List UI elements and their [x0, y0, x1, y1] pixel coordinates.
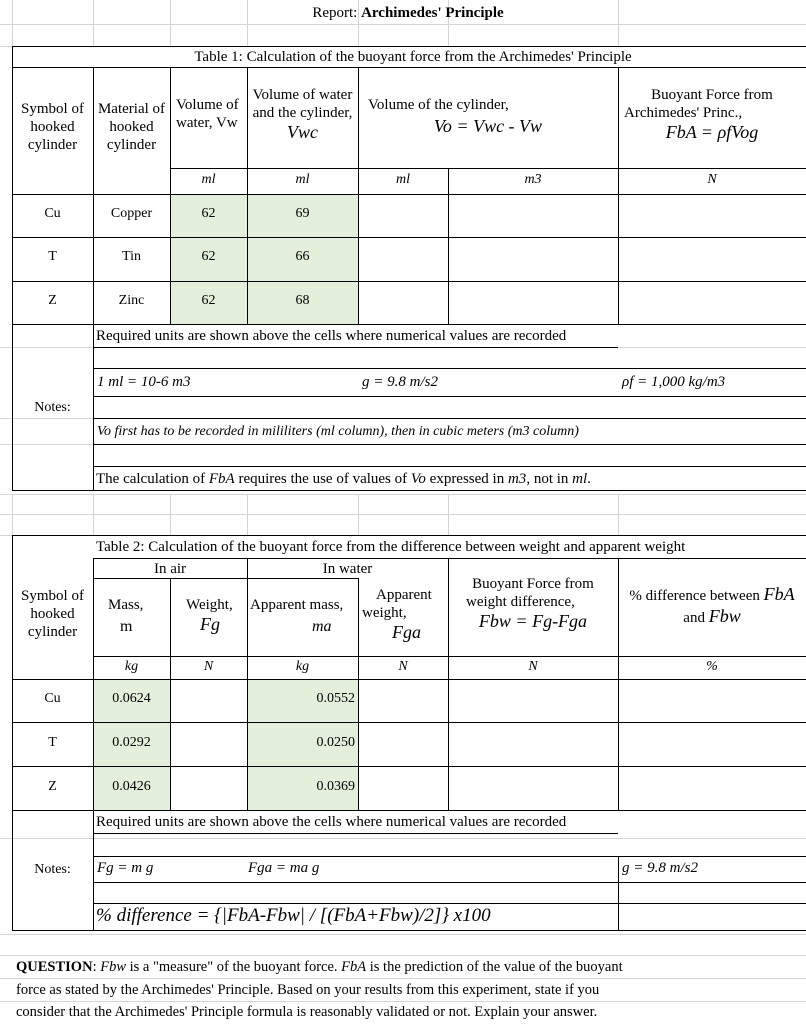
t1-row-z-vw: 62: [201, 293, 216, 308]
t2-header-fbw: Buoyant Force from weight difference, Fbw = Fg-Fga: [466, 576, 594, 631]
t2-group-water: In water: [322, 561, 373, 577]
table2-caption: Table 2: Calculation of the buoyant force from the difference between weight and apparent weight: [96, 539, 686, 555]
t2-row-z-symbol: Z: [48, 779, 57, 794]
t2-row-z-amass: 0.0369: [316, 779, 355, 794]
t2-row-z-mass: 0.0426: [112, 779, 151, 794]
question-line-1: QUESTION: Fbw is a "measure" of the buoyant force. FbA is the prediction of the value of the buoyant: [16, 959, 623, 975]
t2-unit-fbw: N: [528, 659, 538, 674]
t2-row-t-amass: 0.0250: [316, 735, 355, 750]
t1-row-t-vw: 62: [201, 249, 216, 264]
t2-unit-weight: N: [203, 659, 214, 674]
report-title: [247, 4, 569, 22]
t1-note-required: Required units are shown above the cells where numerical values are recorded: [96, 328, 567, 344]
t2-group-air: In air: [153, 561, 187, 577]
question-line-3: consider that the Archimedes' Principle formula is reasonably validated or not. Explain your answer.: [16, 1004, 598, 1020]
t2-header-aweight: Apparent weight, Fga: [362, 587, 432, 642]
report-prefix: Report:: [312, 5, 362, 21]
t2-unit-pct: %: [706, 659, 718, 674]
table1-caption: Table 1: Calculation of the buoyant force from the Archimedes' Principle: [194, 49, 632, 65]
t1-header-material: Material of hooked cylinder: [97, 101, 166, 153]
t1-row-z-material: Zinc: [118, 293, 145, 308]
t2-note-fg: Fg = m g: [97, 860, 154, 876]
t1-header-vo: Volume of the cylinder, Vo = Vwc - Vw: [368, 97, 543, 136]
t1-row-z-symbol: Z: [48, 293, 57, 308]
t1-header-vw: Volume of water, Vw: [176, 97, 239, 131]
t2-notes-label: Notes:: [34, 862, 71, 877]
t1-note-g: g = 9.8 m/s2: [362, 374, 438, 390]
t1-row-t-material: Tin: [122, 249, 141, 264]
t2-row-t-symbol: T: [48, 735, 57, 750]
t1-header-vwc: Volume of water and the cylinder, Vwc: [252, 87, 353, 142]
t1-row-t-symbol: T: [48, 249, 57, 264]
t1-note-calc: The calculation of FbA requires the use of values of Vo expressed in m3, not in ml.: [96, 471, 591, 487]
t1-unit-vo-m3: m3: [524, 172, 542, 187]
t1-notes-label: Notes:: [34, 400, 71, 415]
t2-header-amass: Apparent mass, ma: [250, 597, 344, 635]
t1-header-symbol: Symbol of hooked cylinder: [21, 101, 84, 153]
t1-row-cu-material: Copper: [110, 206, 153, 221]
t2-header-symbol: Symbol of hooked cylinder: [21, 588, 84, 640]
t2-header-weight: Weight, Fg: [186, 597, 233, 634]
t1-unit-vwc: ml: [295, 172, 310, 187]
t2-row-cu-mass: 0.0624: [112, 691, 151, 706]
t2-row-cu-symbol: Cu: [44, 691, 61, 706]
t2-row-t-mass: 0.0292: [112, 735, 151, 750]
t1-note-ml: 1 ml = 10-6 m3: [97, 374, 191, 390]
t1-row-t-vwc: 66: [295, 249, 310, 264]
t1-note-vo-first: Vo first has to be recorded in mililiters (ml column), then in cubic meters (m3 column): [97, 424, 579, 439]
t2-unit-amass: kg: [295, 659, 310, 674]
report-title-bold: Archimedes' Principle: [361, 5, 504, 21]
t2-note-g: g = 9.8 m/s2: [622, 860, 698, 876]
t2-note-pct: % difference = {|FbA-Fbw| / [(FbA+Fbw)/2]} x100: [96, 905, 491, 926]
t1-row-cu-vwc: 69: [295, 206, 310, 221]
t1-unit-vw: ml: [201, 172, 216, 187]
t2-note-required: Required units are shown above the cells where numerical values are recorded: [96, 814, 567, 830]
t2-header-pct: % difference between FbA and Fbw: [629, 584, 795, 626]
t1-row-cu-vw: 62: [201, 206, 216, 221]
t2-unit-aweight: N: [398, 659, 408, 674]
t1-unit-fba: N: [707, 172, 717, 187]
t2-note-fga: Fga = ma g: [248, 860, 320, 876]
t1-row-cu-symbol: Cu: [44, 206, 61, 221]
question-line-2: force as stated by the Archimedes' Principle. Based on your results from this experiment, state if you: [16, 982, 600, 998]
t2-row-cu-amass: 0.0552: [316, 691, 355, 706]
t1-header-fba: Buoyant Force from Archimedes' Princ., FbA = ρfVog: [624, 87, 773, 142]
t1-unit-vo-ml: ml: [396, 172, 410, 187]
t2-header-mass: Mass, m: [108, 597, 144, 635]
t1-row-z-vwc: 68: [295, 293, 310, 308]
t2-unit-mass: kg: [124, 659, 139, 674]
t1-note-rho: ρf = 1,000 kg/m3: [622, 374, 726, 390]
